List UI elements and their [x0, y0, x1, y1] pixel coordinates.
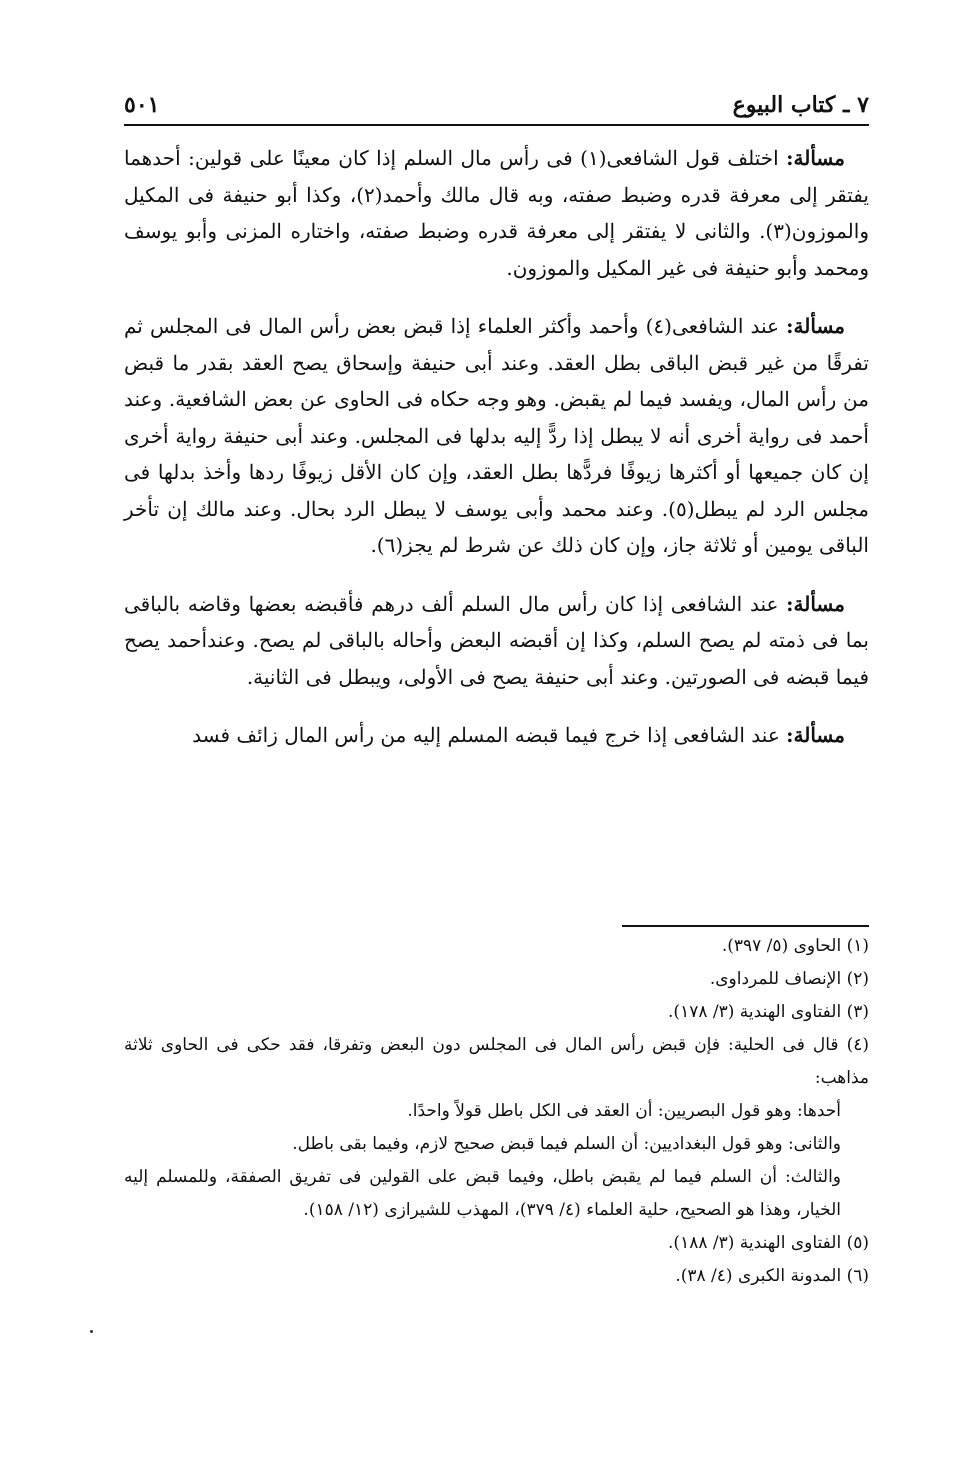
paragraph-heading: مسألة: [786, 591, 845, 616]
paragraph [124, 717, 869, 754]
page-header [124, 86, 869, 126]
footnotes [124, 930, 869, 1293]
paragraph-heading: مسألة: [786, 723, 845, 747]
paragraph-text: عند الشافعى إذا كان رأس مال السلم ألف درهم فأقبضه بعضها وقاضه بالباقى بما فى ذمته لم يصح السلم، وكذا إن أقبضه البعض وأحاله بالباقى لم يصح. وعندأحمد يصح فيما قبضه فى الصورتين. وعند أبى حنيفة يصح فى الأولى، ويبطل فى الثانية. [124, 591, 869, 689]
footnote: (١) الحاوى (٥/ ٣٩٧). [721, 936, 869, 956]
page-number: ٥٠١ [124, 92, 160, 118]
footnote-subitem: أحدها: وهو قول البصريين: أن العقد فى الكل باطل قولاً واحدًا. [407, 1101, 841, 1121]
chapter-title: ٧ ـ كتاب البيوع [732, 92, 869, 118]
footnote: (٥) الفتاوى الهندية (٣/ ١٨٨). [668, 1233, 869, 1253]
footnote-subitem: والثالث: أن السلم فيما لم يقبض باطل، وفيما قبض على القولين فى تفريق الصفقة، وللمسلم إليه الخيار، وهذا هو الصحيح، حلية العلماء (٤/ ٣٧٩)، المهذب للشيرازى (١٢/ ١٥٨). [124, 1167, 841, 1220]
footnote: (٣) الفتاوى الهندية (٣/ ١٧٨). [668, 1002, 869, 1022]
footnote-divider [622, 925, 869, 927]
paragraph-heading: مسألة: [786, 314, 846, 338]
paragraph [124, 140, 869, 286]
paragraph-text: عند الشافعى إذا خرج فيما قبضه المسلم إليه من رأس المال زائف فسد [192, 723, 787, 747]
footnote: (٦) المدونة الكبرى (٤/ ٣٨). [675, 1266, 869, 1286]
footnote: (٢) الإنصاف للمرداوى. [709, 969, 869, 989]
paragraph-text: عند الشافعى(٤) وأحمد وأكثر العلماء إذا قبض بعض رأس المال فى المجلس ثم تفرقًا من غير قبض الباقى بطل العقد. وعند أبى حنيفة وإسحاق يصح العقد بقدر ما قبض من رأس المال، ويفسد فيما لم يقبض. وهو وجه حكاه فى الحاوى عن بعض الشافعية. وعند أحمد فى رواية أخرى أنه لا يبطل إذا ردًّ إليه بدلها فى المجلس. وعند أبى حنيفة رواية أخرى إن كان جميعها أو أكثرها زيوفًا فردًّها بطل العقد، وإن كان الأقل زيوفًا ردها وأخذ بدلها فى مجلس الرد لم يبطل(٥). وعند محمد وأبى يوسف لا يبطل الرد بحال. وعند مالك إن تأخر الباقى يومين أو ثلاثة جاز، وإن كان ذلك عن شرط لم يجز(٦). [124, 314, 869, 557]
paragraph [124, 586, 869, 696]
footnote-subitem: والثانى: وهو قول البغداديين: أن السلم فيما قبض صحيح لازم، وفيما بقى باطل. [292, 1134, 841, 1154]
footnote: (٤) قال فى الحلية: فإن قبض رأس المال فى المجلس دون البعض وتفرقا، فقد حكى فى الحاوى ثلاثة مذاهب: [124, 1035, 869, 1088]
paragraph-text: اختلف قول الشافعى(١) فى رأس مال السلم إذا كان معينًا على قولين: أحدهما يفتقر إلى معرفة قدره وضبط صفته، وبه قال مالك وأحمد(٢)، وكذا أبو حنيفة فى المكيل والموزون(٣). والثانى لا يفتقر إلى معرفة قدره وضبط صفته، واختاره المزنى وأبو يوسف ومحمد وأبو حنيفة فى غير المكيل والموزون. [124, 146, 869, 280]
main-text [124, 140, 869, 776]
paragraph-heading: مسألة: [786, 146, 845, 170]
paragraph [124, 308, 869, 564]
scan-speck [90, 1330, 93, 1333]
